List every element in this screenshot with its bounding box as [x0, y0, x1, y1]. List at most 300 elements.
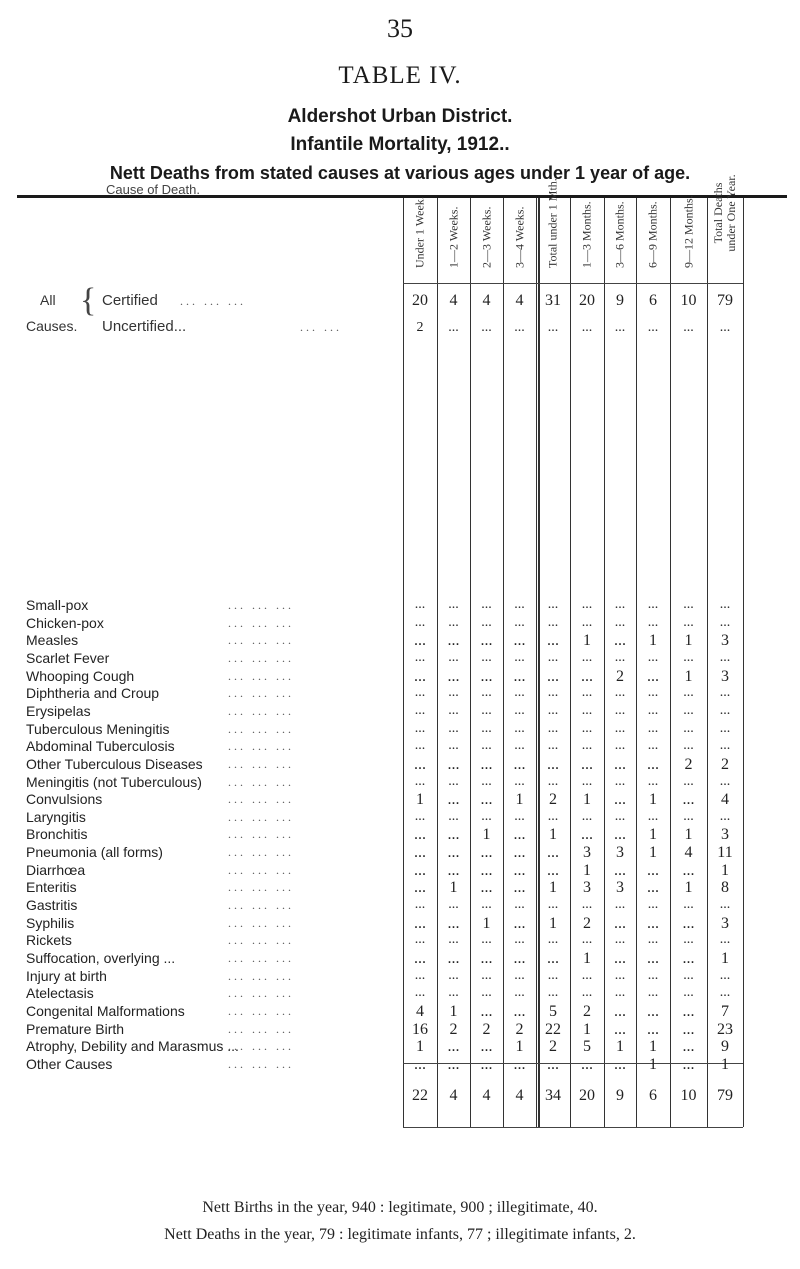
table-cell: ... — [647, 774, 659, 789]
table-cell: ... — [682, 950, 695, 967]
column-header — [538, 103, 568, 285]
table-cell: ... — [719, 685, 731, 700]
table-cell: ... — [547, 862, 559, 879]
table-cell: ... — [448, 932, 459, 947]
table-cell: ... — [513, 915, 526, 932]
cause-label: Scarlet Fever — [26, 650, 110, 666]
table-cell: 2 — [616, 668, 624, 685]
table-cell: ... — [719, 968, 731, 983]
table-cell: ... — [547, 668, 559, 685]
leader-dots: ... ... ... — [228, 669, 294, 683]
column-header — [606, 103, 634, 285]
leader-dots: ... ... ... — [228, 739, 294, 753]
table-cell: ... — [481, 320, 492, 335]
table-cell: ... — [414, 685, 426, 700]
table-cell: ... — [447, 844, 460, 861]
table-cell: 1 — [416, 791, 424, 808]
leader-dots: ... ... ... — [228, 969, 294, 983]
table-cell: ... — [513, 826, 526, 843]
table-cell: 3 — [616, 844, 624, 861]
table-cell: ... — [547, 932, 559, 947]
table-cell: 1 — [515, 791, 524, 808]
table-cell: 8 — [721, 879, 729, 896]
table-cell: 2 — [549, 1038, 557, 1055]
table-cell: ... — [414, 879, 426, 896]
table-cell: ... — [481, 721, 492, 736]
table-cell: 1 — [684, 826, 693, 843]
table-cell: ... — [547, 985, 559, 1000]
table-cell: 31 — [545, 292, 561, 309]
table-cell: 4 — [684, 844, 693, 861]
table-cell: 3 — [721, 632, 729, 649]
table-cell: 2 — [583, 915, 591, 932]
table-cell: ... — [481, 685, 492, 700]
table-cell: ... — [581, 1056, 593, 1073]
table-cell: 1 — [721, 950, 729, 967]
table-cell: ... — [547, 809, 559, 824]
table-cell: 22 — [412, 1087, 428, 1104]
table-cell: ... — [683, 809, 694, 824]
table-cell: 10 — [680, 1087, 697, 1104]
table-cell: ... — [481, 968, 492, 983]
cause-label: Gastritis — [26, 897, 78, 913]
cause-label: Syphilis — [26, 915, 75, 931]
table-cell: ... — [414, 826, 426, 843]
table-cell: ... — [448, 721, 459, 736]
table-cell: ... — [480, 1038, 493, 1055]
table-cell: ... — [647, 756, 659, 773]
table-cell: ... — [614, 721, 626, 736]
table-cell: ... — [513, 879, 526, 896]
cause-label: Other Tuberculous Diseases — [26, 756, 203, 772]
table-cell: ... — [719, 703, 731, 718]
cause-label: Atelectasis — [26, 985, 94, 1001]
table-cell: ... — [614, 774, 626, 789]
cause-label: Premature Birth — [26, 1021, 125, 1037]
cause-label: Chicken-pox — [26, 615, 104, 631]
table-cell: ... — [414, 650, 426, 665]
bottom-rule — [403, 1127, 743, 1128]
table-cell: ... — [614, 862, 626, 879]
table-cell: 1 — [549, 879, 557, 896]
table-cell: ... — [581, 685, 593, 700]
table-cell: ... — [547, 685, 559, 700]
cause-label: Erysipelas — [26, 703, 91, 719]
table-cell: ... — [647, 650, 659, 665]
table-cell: ... — [414, 897, 426, 912]
table-cell: ... — [414, 915, 426, 932]
table-cell: ... — [581, 826, 593, 843]
column-header — [505, 103, 534, 285]
table-cell: ... — [414, 721, 426, 736]
table-cell: ... — [513, 862, 526, 879]
table-cell: ... — [448, 968, 459, 983]
table-cell: 4 — [515, 292, 524, 309]
table-cell: 2 — [482, 1021, 491, 1038]
table-cell: 4 — [416, 1003, 424, 1020]
table-cell: ... — [581, 897, 593, 912]
table-cell: ... — [514, 932, 525, 947]
column-header — [439, 103, 468, 285]
table-cell: ... — [647, 1003, 659, 1020]
table-cell: ... — [480, 862, 493, 879]
table-cell: 6 — [649, 1087, 657, 1104]
table-cell: ... — [514, 738, 525, 753]
table-cell: ... — [447, 668, 460, 685]
table-cell: ... — [581, 703, 593, 718]
table-cell: ... — [448, 320, 459, 335]
table-cell: 2 — [684, 756, 693, 773]
table-cell: 3 — [616, 879, 624, 896]
table-cell: ... — [513, 756, 526, 773]
table-cell: ... — [614, 650, 626, 665]
table-cell: 4 — [515, 1087, 524, 1104]
leader-dots: ... ... ... — [228, 633, 294, 647]
table-cell: ... — [581, 615, 593, 630]
table-cell: ... — [682, 915, 695, 932]
leader-dots: ... ... ... — [228, 757, 294, 771]
table-cell: ... — [614, 1056, 626, 1073]
table-cell: ... — [414, 862, 426, 879]
column-header-label: 9—12 Months. — [681, 195, 695, 268]
table-cell: ... — [513, 950, 526, 967]
cause-label: Rickets — [26, 932, 72, 948]
cause-label: Atrophy, Debility and Marasmus ... — [26, 1038, 239, 1054]
table-cell: ... — [682, 1003, 695, 1020]
table-cell: ... — [414, 985, 426, 1000]
table-cell: ... — [581, 597, 593, 612]
table-cell: ... — [547, 632, 559, 649]
cause-label: Enteritis — [26, 879, 77, 895]
table-cell: ... — [682, 791, 695, 808]
table-cell: ... — [581, 650, 593, 665]
table-cell: ... — [414, 844, 426, 861]
table-cell: ... — [547, 950, 559, 967]
table-cell: ... — [547, 320, 559, 335]
table-cell: 11 — [717, 844, 733, 861]
cause-label: Bronchitis — [26, 826, 88, 842]
table-cell: 1 — [449, 879, 458, 896]
table-cell: ... — [683, 685, 694, 700]
table-cell: 2 — [449, 1021, 458, 1038]
table-cell: ... — [414, 1056, 426, 1073]
cause-label: Injury at birth — [26, 968, 107, 984]
table-cell: ... — [414, 950, 426, 967]
table-cell: ... — [448, 897, 459, 912]
table-cell: 1 — [721, 862, 729, 879]
table-cell: 1 — [649, 1038, 657, 1055]
table-cell: 9 — [721, 1038, 729, 1055]
table-cell: 1 — [583, 950, 591, 967]
leader-dots: ... ... ... — [228, 933, 294, 947]
table-cell: ... — [719, 597, 731, 612]
table-cell: ... — [719, 932, 731, 947]
table-cell: ... — [514, 721, 525, 736]
cause-label: Diarrhœa — [26, 862, 86, 878]
table-cell: ... — [683, 897, 694, 912]
table-cell: 3 — [721, 915, 729, 932]
column-header — [638, 103, 668, 285]
table-cell: ... — [448, 685, 459, 700]
table-cell: ... — [480, 791, 493, 808]
table-cell: 3 — [721, 826, 729, 843]
table-cell: ... — [481, 615, 492, 630]
table-cell: ... — [581, 774, 593, 789]
leader-dots: ... ... ... — [228, 1004, 294, 1018]
table-cell: 1 — [616, 1038, 624, 1055]
table-cell: ... — [414, 932, 426, 947]
table-cell: ... — [719, 809, 731, 824]
table-cell: 1 — [549, 915, 557, 932]
cause-label: Laryngitis — [26, 809, 86, 825]
table-cell: 9 — [616, 1087, 624, 1104]
table-cell: 1 — [684, 668, 693, 685]
table-cell: ... — [614, 985, 626, 1000]
table-cell: ... — [614, 703, 626, 718]
table-cell: 2 — [549, 791, 557, 808]
table-cell: ... — [682, 1056, 695, 1073]
table-cell: ... — [614, 738, 626, 753]
table-cell: ... — [448, 615, 459, 630]
cause-label: Suffocation, overlying ... — [26, 950, 176, 966]
cause-label: Abdominal Tuberculosis — [26, 738, 175, 754]
table-cell: ... — [514, 703, 525, 718]
table-cell: ... — [614, 968, 626, 983]
table-cell: ... — [719, 985, 731, 1000]
table-cell: ... — [614, 1003, 626, 1020]
table-cell: ... — [514, 809, 525, 824]
leader-dots: ... ... ... — [228, 1057, 294, 1071]
table-cell: 1 — [482, 915, 491, 932]
leader-dots: ... ... ... — [228, 863, 294, 877]
table-cell: ... — [682, 1038, 695, 1055]
table-cell: ... — [719, 721, 731, 736]
table-cell: ... — [614, 932, 626, 947]
table-cell: ... — [448, 774, 459, 789]
table-cell: ... — [647, 738, 659, 753]
table-cell: ... — [614, 950, 626, 967]
table-cell: ... — [683, 597, 694, 612]
table-cell: ... — [647, 968, 659, 983]
table-cell: ... — [480, 1056, 493, 1073]
table-cell: ... — [447, 1038, 460, 1055]
table-cell: ... — [481, 897, 492, 912]
leader-dots: ... ... — [300, 320, 342, 334]
table-cell: ... — [683, 320, 694, 335]
table-cell: ... — [683, 650, 694, 665]
table-cell: 20 — [412, 292, 428, 309]
table-cell: ... — [547, 844, 559, 861]
column-header — [405, 103, 435, 285]
table-cell: ... — [547, 756, 559, 773]
column-header-label: 1—2 Weeks. — [446, 206, 460, 268]
table-cell: ... — [414, 774, 426, 789]
table-cell: ... — [448, 809, 459, 824]
table-cell: ... — [513, 1003, 526, 1020]
leader-dots: ... ... ... — [228, 880, 294, 894]
table-cell: 2 — [515, 1021, 524, 1038]
table-cell: ... — [581, 320, 593, 335]
table-cell: 1 — [684, 632, 693, 649]
table-cell: ... — [480, 1003, 493, 1020]
table-cell: ... — [547, 968, 559, 983]
cause-label: Other Causes — [26, 1056, 113, 1072]
table-cell: ... — [647, 879, 659, 896]
table-cell: ... — [448, 597, 459, 612]
column-header-label: 1—3 Months. — [579, 201, 594, 268]
table-cell: ... — [581, 985, 593, 1000]
table-cell: ... — [414, 738, 426, 753]
table-cell: ... — [647, 950, 659, 967]
table-cell: ... — [481, 774, 492, 789]
table-cell: ... — [414, 668, 426, 685]
table-cell: ... — [647, 721, 659, 736]
table-cell: 1 — [721, 1056, 729, 1073]
table-cell: 3 — [583, 844, 591, 861]
table-cell: ... — [514, 897, 525, 912]
table-cell: 1 — [649, 844, 657, 861]
table-cell: ... — [447, 862, 460, 879]
table-cell: ... — [614, 320, 626, 335]
table-cell: ... — [614, 597, 626, 612]
table-cell: ... — [448, 650, 459, 665]
table-cell: 4 — [449, 292, 458, 309]
leader-dots: ... ... ... — [228, 722, 294, 736]
leader-dots: ... ... ... — [228, 898, 294, 912]
table-cell: ... — [481, 932, 492, 947]
table-cell: ... — [513, 632, 526, 649]
table-cell: ... — [647, 615, 659, 630]
table-cell: ... — [614, 756, 626, 773]
leader-dots: ... ... ... — [228, 775, 294, 789]
table-cell: 7 — [721, 1003, 729, 1020]
table-cell: ... — [683, 738, 694, 753]
table-cell: ... — [614, 809, 626, 824]
table-cell: 10 — [680, 292, 697, 309]
table-cell: ... — [719, 615, 731, 630]
cause-label: Meningitis (not Tuberculous) — [26, 774, 202, 790]
table-cell: ... — [683, 932, 694, 947]
table-subtitle: Nett Deaths from stated causes at various ages under 1 year of age. — [109, 163, 691, 183]
table-cell: ... — [683, 968, 694, 983]
cause-label: Measles — [26, 632, 79, 648]
table-cell: ... — [581, 721, 593, 736]
table-cell: ... — [547, 738, 559, 753]
district-heading: Aldershot Urban District. — [287, 106, 513, 127]
table-cell: 79 — [717, 1087, 733, 1104]
table-cell: ... — [447, 756, 460, 773]
table-cell: ... — [647, 668, 659, 685]
leader-dots: ... ... ... — [228, 916, 294, 930]
table-cell: ... — [414, 756, 426, 773]
leader-dots: ... ... ... — [228, 651, 294, 665]
table-cell: ... — [581, 809, 593, 824]
table-cell: ... — [614, 1021, 626, 1038]
table-cell: ... — [480, 879, 493, 896]
table-cell: 4 — [449, 1087, 458, 1104]
table-cell: 22 — [545, 1021, 561, 1038]
table-cell: ... — [683, 985, 694, 1000]
table-cell: 1 — [649, 632, 657, 649]
column-header-label: Total under 1 Mth. — [545, 178, 560, 268]
leader-dots: ... ... ... — [180, 294, 246, 308]
table-cell: ... — [514, 320, 525, 335]
table-cell: ... — [514, 615, 525, 630]
table-cell: ... — [647, 685, 659, 700]
table-cell: ... — [683, 615, 694, 630]
table-cell: ... — [414, 632, 426, 649]
page-number: 35 — [387, 14, 413, 43]
table-cell: ... — [481, 985, 492, 1000]
uncertified-label: Uncertified... — [102, 318, 187, 335]
column-header-label: 3—4 Weeks. — [512, 206, 526, 268]
table-cell: ... — [481, 738, 492, 753]
leader-dots: ... ... ... — [228, 616, 294, 630]
table-cell: 4 — [721, 791, 729, 808]
table-cell: 16 — [412, 1021, 428, 1038]
table-cell: 9 — [616, 292, 624, 309]
table-cell: ... — [480, 756, 493, 773]
table-cell: 6 — [649, 292, 657, 309]
table-cell: ... — [547, 774, 559, 789]
table-cell: ... — [547, 703, 559, 718]
leader-dots: ... ... ... — [228, 686, 294, 700]
table-cell: 1 — [416, 1038, 424, 1055]
table-cell: 3 — [721, 668, 729, 685]
table-cell: ... — [581, 756, 593, 773]
table-cell: 1 — [482, 826, 491, 843]
cause-label: Tuberculous Meningitis — [26, 721, 170, 737]
leader-dots: ... ... ... — [228, 704, 294, 718]
table-cell: ... — [647, 862, 659, 879]
table-cell: ... — [447, 791, 460, 808]
table-cell: 34 — [545, 1087, 561, 1104]
births-footnote: Nett Births in the year, 940 : legitimate, 900 ; illegitimate, 40. — [202, 1199, 598, 1216]
table-cell: ... — [719, 320, 731, 335]
table-cell: ... — [414, 597, 426, 612]
table-cell: ... — [614, 826, 626, 843]
table-cell: ... — [414, 615, 426, 630]
table-cell: ... — [514, 597, 525, 612]
table-cell: ... — [682, 862, 695, 879]
leader-dots: ... ... ... — [228, 951, 294, 965]
table-cell: 3 — [583, 879, 591, 896]
all-causes-label: Causes. — [26, 318, 78, 334]
table-cell: 23 — [717, 1021, 733, 1038]
table-cell: ... — [513, 668, 526, 685]
table-cell: ... — [481, 597, 492, 612]
table-cell: ... — [647, 1021, 659, 1038]
table-cell: ... — [581, 668, 593, 685]
cause-label: Whooping Cough — [26, 668, 135, 684]
table-cell: ... — [514, 650, 525, 665]
table-cell: ... — [414, 703, 426, 718]
table-cell: ... — [514, 968, 525, 983]
table-cell: ... — [448, 985, 459, 1000]
table-cell: ... — [514, 685, 525, 700]
table-cell: ... — [447, 632, 460, 649]
table-cell: ... — [614, 791, 626, 808]
cause-label: Small-pox — [26, 597, 89, 613]
table-cell: 4 — [482, 1087, 491, 1104]
table-cell: ... — [448, 738, 459, 753]
leader-dots: ... ... ... — [228, 827, 294, 841]
table-cell: ... — [547, 615, 559, 630]
table-cell: ... — [480, 668, 493, 685]
table-title: TABLE IV. — [338, 62, 462, 89]
column-header — [709, 103, 741, 285]
column-header — [672, 103, 705, 285]
